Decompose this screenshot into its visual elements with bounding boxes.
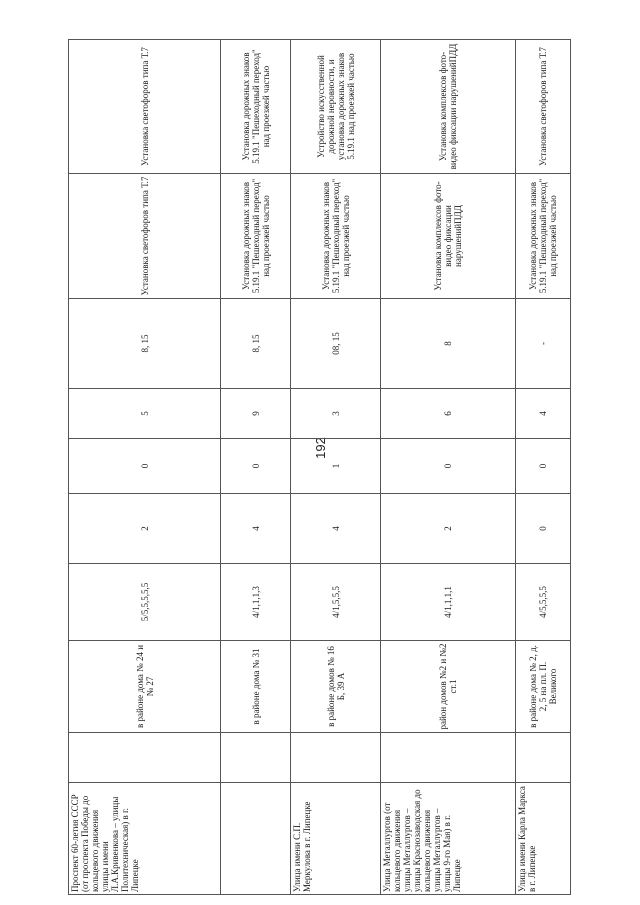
page-number: 192: [313, 437, 328, 459]
table-cell-address: в районе домов № 16 Б, 39 А: [291, 641, 381, 733]
table-cell-blank: [291, 733, 381, 783]
table-cell-c4: 8, 15: [69, 299, 221, 389]
table-cell-c2: 0: [516, 439, 571, 494]
table-cell-measures: Установка комплексов фото-видео фиксации нарушенийПДД: [381, 174, 516, 299]
table-wrapper: [68, 40, 570, 895]
table-cell-address: в районе дома № 2, д. 2, 5 на пл. П. Великого: [516, 641, 571, 733]
table-cell-c1: 4: [291, 494, 381, 564]
table-cell-address: район домов №2 и №2 ст.1: [381, 641, 516, 733]
table-cell-measures: Установка дорожных знаков 5.19.1 "Пешеходный переход" над проезжей частью: [221, 174, 291, 299]
table-cell-blank: [69, 733, 221, 783]
measures-table: [68, 39, 571, 895]
table-cell-c4: 8, 15: [221, 299, 291, 389]
table-cell-measures2: Установка комплексов фото-видео фиксации нарушенийПДД: [381, 40, 516, 174]
table-cell-c1: 2: [69, 494, 221, 564]
table-row: [69, 40, 221, 895]
table-cell-c1: 4: [221, 494, 291, 564]
table-cell-c4: 08, 15: [291, 299, 381, 389]
table-cell-c3: 4: [516, 389, 571, 439]
table-cell-address: в районе дома № 31: [221, 641, 291, 733]
table-cell-measures2: Устройство искусственной дорожной неровности, и установка дорожных знаков 5.19.1 над проезжей частью: [291, 40, 381, 174]
table-cell-lanes: 4/1,5,5,5: [291, 564, 381, 641]
table-row: [221, 40, 291, 895]
table-row: [381, 40, 516, 895]
table-cell-lanes: 4/1,1,1,3: [221, 564, 291, 641]
table-cell-c2: 0: [221, 439, 291, 494]
table-cell-street: Улица имени Карла Маркса в г. Липецке: [516, 783, 571, 895]
table-cell-c2: 1: [291, 439, 381, 494]
table-cell-street: Улица имени С.П. Меркулова в г. Липецке: [291, 783, 381, 895]
table-cell-street: Проспект 60-летия СССР (от проспекта Победы до кольцевого движения улицы имени Л.А.Кривенкова – улицы Политехническая) в г. Липецке: [69, 783, 221, 895]
table-cell-c1: 2: [381, 494, 516, 564]
table-cell-measures2: Установка светофоров типа Т.7: [516, 40, 571, 174]
table-cell-lanes: 5/5,5,5,5,5: [69, 564, 221, 641]
table-cell-street: Улица Металлургов (от кольцевого движения улицы Металлургов – улицы Краснозаводская до кольцевого движения улицы Металлургов – улицы 9-го Мая) в г. Липецке: [381, 783, 516, 895]
table-cell-measures: Установка дорожных знаков 5.19.1 "Пешеходный переход" над проезжей частью: [516, 174, 571, 299]
table-cell-c3: 6: [381, 389, 516, 439]
table-cell-c2: 0: [381, 439, 516, 494]
table-cell-lanes: 4/5,5,5,5: [516, 564, 571, 641]
table-cell-c3: 5: [69, 389, 221, 439]
table-cell-c4: -: [516, 299, 571, 389]
table-body: [69, 40, 571, 895]
table-cell-street: [221, 783, 291, 895]
table-cell-c2: 0: [69, 439, 221, 494]
table-cell-address: в районе дома № 24 и № 27: [69, 641, 221, 733]
table-cell-measures2: Установка светофоров типа Т.7: [69, 40, 221, 174]
table-cell-c4: 8: [381, 299, 516, 389]
table-cell-blank: [221, 733, 291, 783]
table-cell-blank: [381, 733, 516, 783]
table-cell-measures2: Установка дорожных знаков 5.19.1 "Пешеходный переход" над проезжей частью: [221, 40, 291, 174]
table-row: [516, 40, 571, 895]
table-row: [291, 40, 381, 895]
table-cell-c3: 3: [291, 389, 381, 439]
table-cell-measures: Установка дорожных знаков 5.19.1 "Пешеходный переход" над проезжей частью: [291, 174, 381, 299]
table-cell-lanes: 4/1,1,1,1: [381, 564, 516, 641]
table-cell-blank: [516, 733, 571, 783]
table-cell-c1: 0: [516, 494, 571, 564]
table-cell-c3: 9: [221, 389, 291, 439]
table-cell-measures: Установка светофоров типа Т.7: [69, 174, 221, 299]
